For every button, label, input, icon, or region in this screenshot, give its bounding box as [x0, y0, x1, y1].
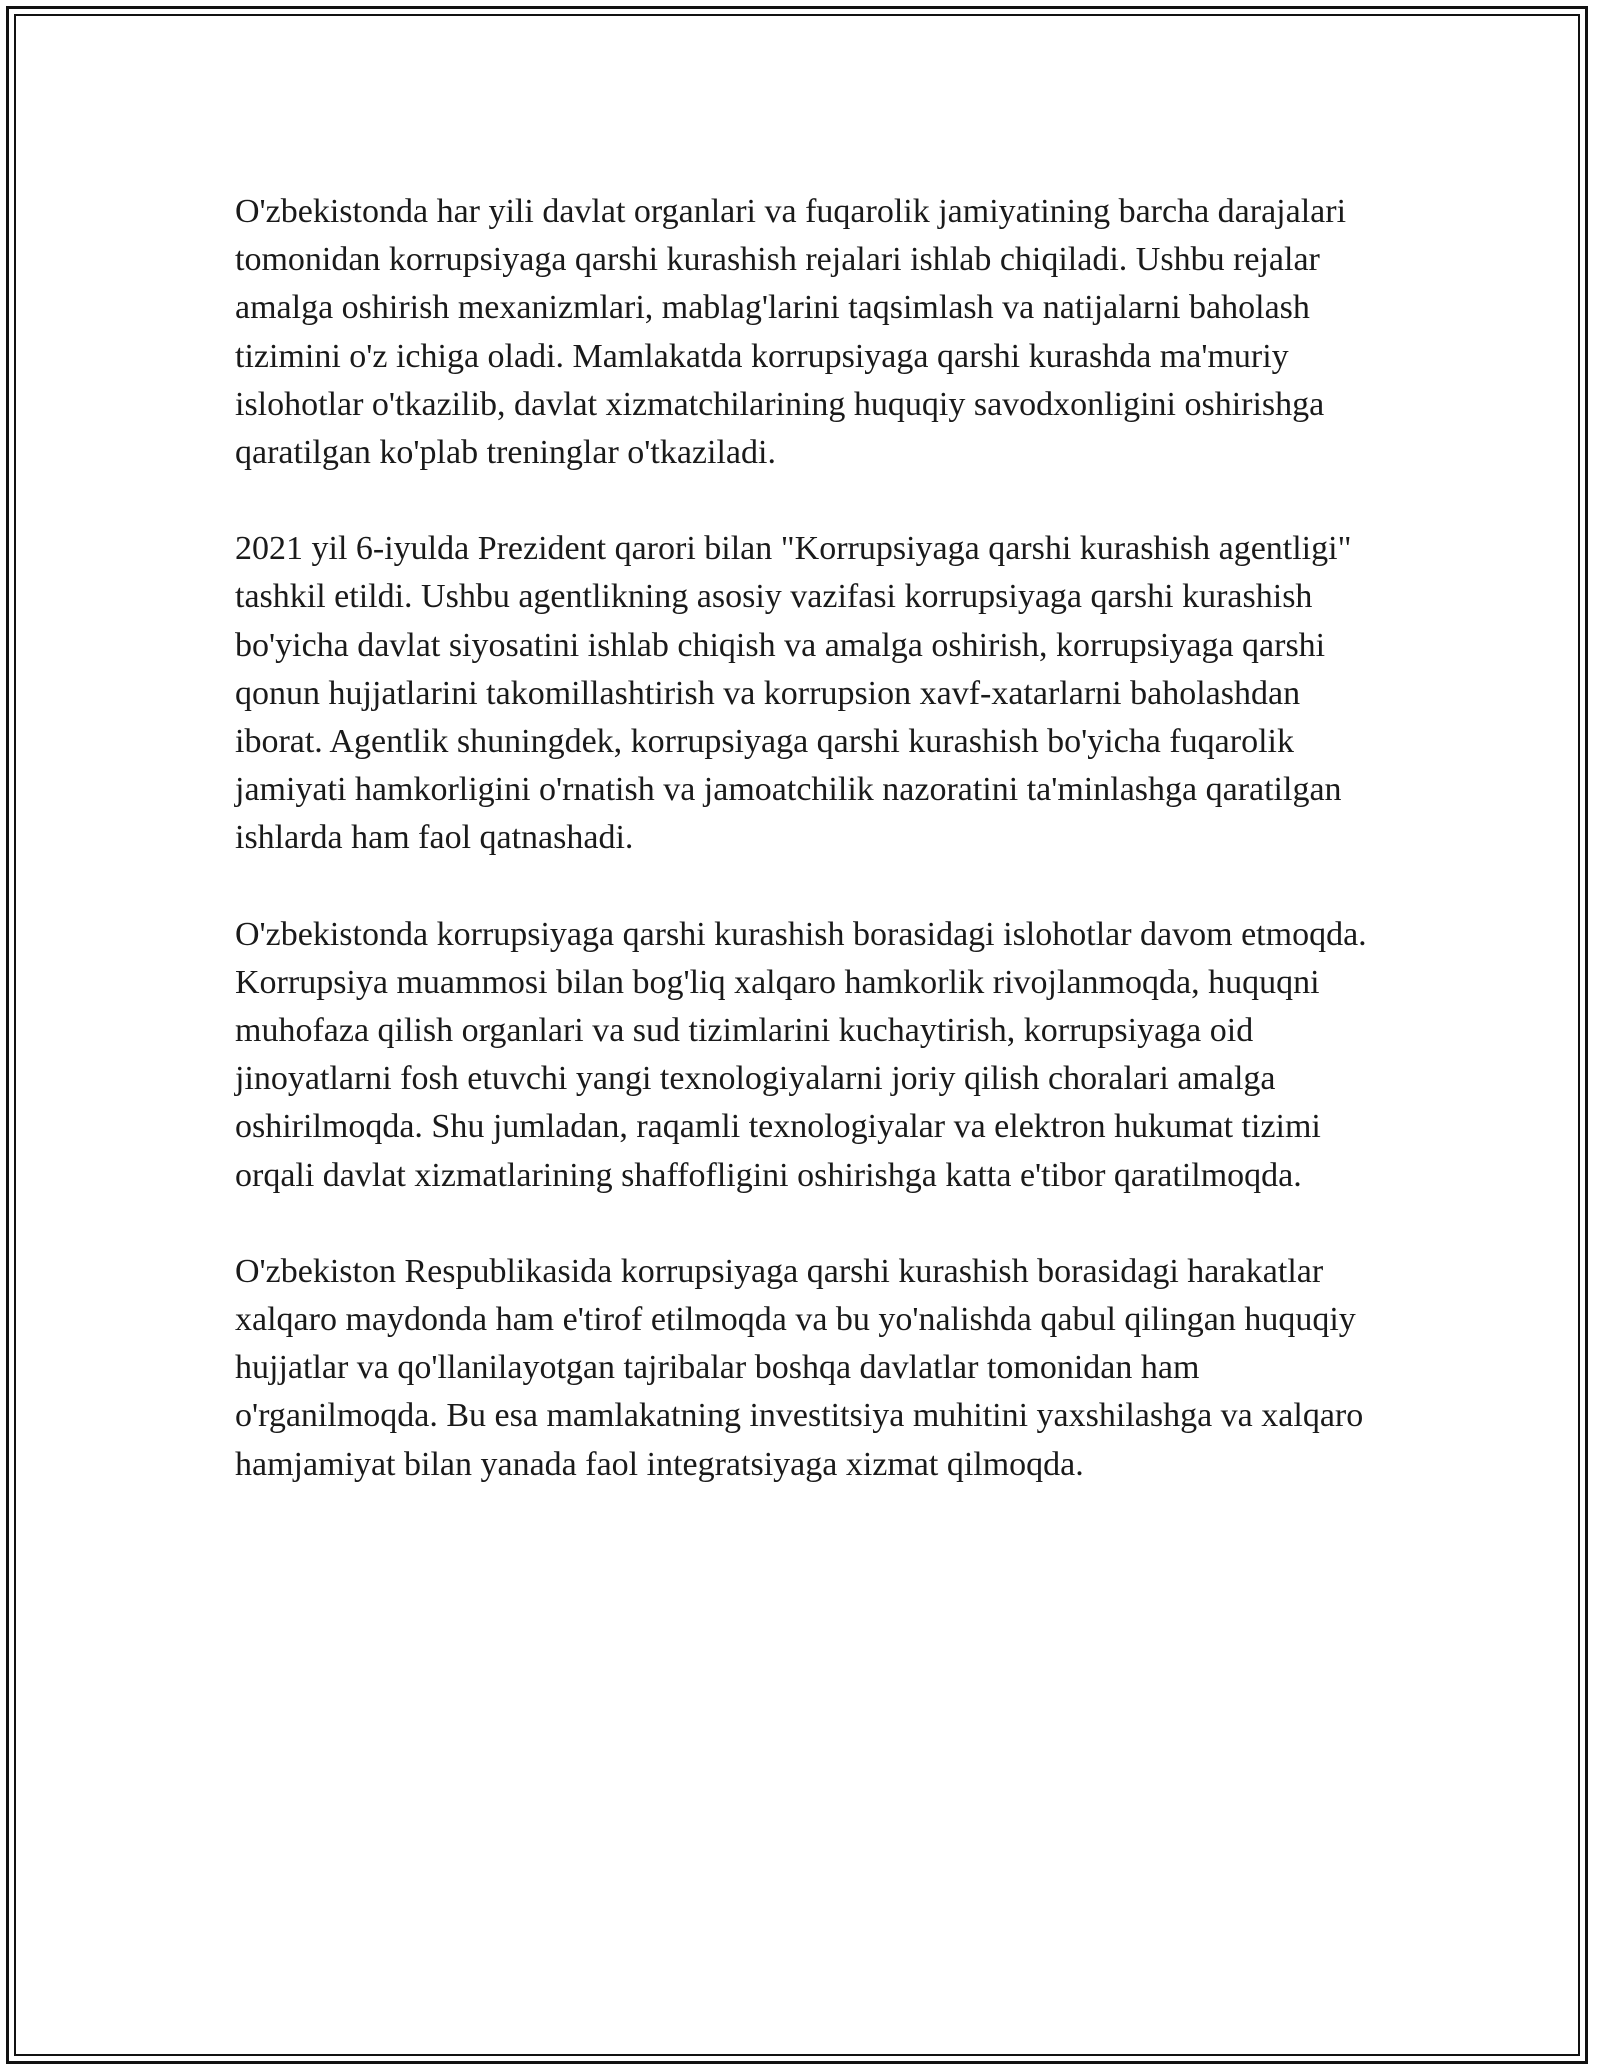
paragraph-3: O'zbekistonda korrupsiyaga qarshi kurashish borasidagi islohotlar davom etmoqda. Korrupsiya muammosi bilan bog'liq xalqaro hamkorlik rivojlanmoqda, huquqni muhofaza qilish organlari va sud tizimlarini kuchaytirish, korrupsiyaga oid jinoyatlarni fosh etuvchi yangi texnologiyalarni joriy qilish choralari amalga oshirilmoqda. Shu jumladan, raqamli texnologiyalar va elektron hukumat tizimi orqali davlat xizmatlarining shaffofligini oshirishga katta e'tibor qaratilmoqda.: [235, 915, 1367, 1194]
document-body: [235, 188, 1370, 1537]
paragraph-4: O'zbekiston Respublikasida korrupsiyaga qarshi kurashish borasidagi harakatlar xalqaro maydonda ham e'tirof etilmoqda va bu yo'nalishda qabul qilingan huquqiy hujjatlar va qo'llanilayotgan tajribalar boshqa davlatlar tomonidan ham o'rganilmoqda. Bu esa mamlakatning investitsiya muhitini yaxshilashga va xalqaro hamjamiyat bilan yanada faol integratsiyaga xizmat qilmoqda.: [235, 1252, 1364, 1483]
paragraph-2: 2021 yil 6-iyulda Prezident qarori bilan "Korrupsiyaga qarshi kurashish agentligi" tashkil etildi. Ushbu agentlikning asosiy vazifasi korrupsiyaga qarshi kurashish bo'yicha davlat siyosatini ishlab chiqish va amalga oshirish, korrupsiyaga qarshi qonun hujjatlarini takomillashtirish va korrupsion xavf-xatarlarni baholashdan iborat. Agentlik shuningdek, korrupsiyaga qarshi kurashish bo'yicha fuqarolik jamiyati hamkorligini o'rnatish va jamoatchilik nazoratini ta'minlashga qaratilgan ishlarda ham faol qatnashadi.: [235, 530, 1352, 857]
paragraph-1: O'zbekistonda har yili davlat organlari va fuqarolik jamiyatining barcha darajalari tomonidan korrupsiyaga qarshi kurashish rejalari ishlab chiqiladi. Ushbu rejalar amalga oshirish mexanizmlari, mablag'larini taqsimlash va natijalarni baholash tizimini o'z ichiga oladi. Mamlakatda korrupsiyaga qarshi kurashda ma'muriy islohotlar o'tkazilib, davlat xizmatchilarining huquqiy savodxonligini oshirishga qaratilgan ko'plab treninglar o'tkaziladi.: [235, 193, 1347, 472]
